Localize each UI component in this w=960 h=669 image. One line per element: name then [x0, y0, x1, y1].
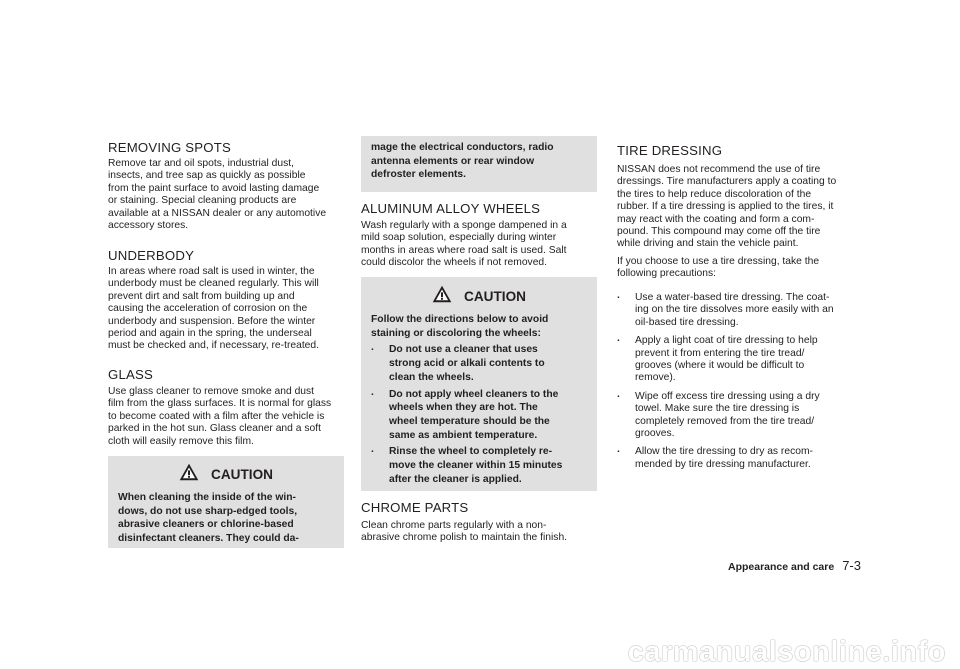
text-line: mage the electrical conductors, radio — [371, 142, 554, 153]
caution-text — [118, 491, 334, 546]
text-line: . Rinse the wheel to completely re- — [389, 446, 553, 458]
text-line: dressings. Tire manufacturers apply a coating to — [617, 176, 837, 188]
text-line: remove). — [635, 372, 676, 384]
caution-title — [108, 463, 344, 482]
caution-title-text: CAUTION — [464, 289, 526, 304]
text-line: . Do not use a cleaner that uses — [389, 344, 538, 356]
text-line: or staining. Special cleaning products are — [108, 195, 297, 207]
text-line: could discolor the wheels if not removed. — [361, 257, 548, 269]
text-line: oil-based tire dressing. — [635, 316, 739, 328]
text-line: If you choose to use a tire dressing, take the — [617, 256, 820, 267]
list-item — [371, 445, 587, 486]
text-line: antenna elements or rear window — [371, 155, 535, 167]
text-line: Use glass cleaner to remove smoke and dust — [108, 386, 315, 397]
text-line: period and again in the spring, the underseal — [108, 328, 312, 340]
text-line: clean the wheels. — [389, 371, 474, 383]
text-line: staining or discoloring the wheels: — [371, 327, 541, 339]
list-item — [617, 292, 853, 329]
page-number: 7-3 — [842, 558, 861, 573]
glass-heading: GLASS — [108, 367, 153, 382]
text-line: available at a NISSAN dealer or any automotive — [108, 207, 327, 219]
text-line: grooves. — [635, 428, 675, 440]
text-line: after the cleaner is applied. — [389, 473, 522, 485]
text-line: the tires to help reduce discoloration of the — [617, 188, 812, 200]
list-item — [371, 388, 587, 443]
text-line: When cleaning the inside of the win- — [118, 492, 296, 503]
text-line: abrasive cleaners or chlorine-based — [118, 519, 294, 531]
alloy-wheels-text — [361, 220, 597, 270]
text-line: . Apply a light coat of tire dressing to help — [635, 335, 818, 347]
underbody-text — [108, 266, 344, 353]
caution-bullet-list — [371, 343, 587, 486]
text-line: causing the acceleration of corrosion on the — [108, 303, 308, 315]
text-line: to become coated with a film after the vehicle is — [108, 410, 325, 422]
page-footer — [728, 558, 861, 573]
list-item — [371, 343, 587, 384]
text-line: pound. This compound may come off the tire — [617, 226, 821, 238]
text-line: mild soap solution, especially during winter — [361, 232, 557, 244]
tire-dressing-text — [617, 164, 853, 251]
text-line: Clean chrome parts regularly with a non- — [361, 520, 547, 531]
text-line: prevent it from entering the tire tread/ — [635, 347, 805, 359]
caution-box-wheels — [361, 277, 597, 491]
caution-box-continued — [361, 136, 597, 192]
text-line: same as ambient temperature. — [389, 429, 538, 441]
caution-continued-text — [371, 141, 587, 182]
list-item — [617, 391, 853, 441]
text-line: cloth will easily remove this film. — [108, 435, 254, 447]
list-item — [617, 446, 853, 471]
text-line: ing on the tire dissolves more easily with an — [635, 304, 834, 316]
text-line: must be checked and, if necessary, re-treated. — [108, 340, 320, 352]
watermark: carmanualsonline.info — [627, 636, 946, 668]
text-line: In areas where road salt is used in winter, the — [108, 266, 315, 277]
text-line: underbody must be cleaned regularly. This will — [108, 278, 319, 290]
caution-title-text: CAUTION — [211, 467, 273, 482]
warning-triangle-icon — [179, 463, 199, 481]
chrome-parts-heading: CHROME PARTS — [361, 500, 469, 515]
text-line: . Use a water-based tire dressing. The coat- — [635, 292, 830, 303]
text-line: Remove tar and oil spots, industrial dust, — [108, 158, 295, 169]
text-line: strong acid or alkali contents to — [389, 358, 545, 370]
text-line: may react with the coating and form a com- — [617, 213, 815, 225]
caution-box-glass — [108, 456, 344, 548]
text-line: prevent dirt and salt from building up and — [108, 290, 295, 302]
chrome-parts-text — [361, 520, 597, 545]
text-line: NISSAN does not recommend the use of tire — [617, 164, 821, 175]
caution-text — [371, 313, 587, 486]
glass-text — [108, 386, 344, 448]
text-line: abrasive chrome polish to maintain the finish. — [361, 532, 568, 544]
text-line: while driving and stain the vehicle paint. — [617, 238, 799, 250]
text-line: Wash regularly with a sponge dampened in a — [361, 220, 567, 231]
text-line: underbody and suspension. Before the winter — [108, 315, 316, 327]
caution-title — [361, 285, 597, 304]
removing-spots-text — [108, 158, 344, 232]
text-line: wheel temperature should be the — [389, 415, 550, 427]
tire-dressing-text-2 — [617, 256, 853, 281]
text-line: . Wipe off excess tire dressing using a dry — [635, 390, 820, 402]
removing-spots-heading: REMOVING SPOTS — [108, 140, 231, 155]
text-line: rubber. If a tire dressing is applied to the tires, it — [617, 201, 834, 213]
text-line: move the cleaner within 15 minutes — [389, 460, 563, 472]
text-line: grooves (where it would be difficult to — [635, 360, 805, 372]
text-line: towel. Make sure the tire dressing is — [635, 403, 800, 415]
text-line: film from the glass surfaces. It is normal for glass — [108, 398, 332, 410]
text-line: disinfectant cleaners. They could da- — [118, 533, 299, 545]
text-line: accessory stores. — [108, 220, 189, 232]
text-line: following precautions: — [617, 268, 717, 280]
text-line: completely removed from the tire tread/ — [635, 415, 815, 427]
text-line: months in areas where road salt is used. Salt — [361, 244, 567, 256]
text-line: mended by tire dressing manufacturer. — [635, 458, 811, 470]
text-line: parked in the hot sun. Glass cleaner and a soft — [108, 423, 321, 435]
list-item — [617, 335, 853, 385]
underbody-heading: UNDERBODY — [108, 248, 195, 263]
text-line: dows, do not use sharp-edged tools, — [118, 505, 298, 517]
text-line: insects, and tree sap as quickly as possible — [108, 170, 306, 182]
alloy-wheels-heading: ALUMINUM ALLOY WHEELS — [361, 201, 541, 216]
text-line: . Do not apply wheel cleaners to the — [389, 388, 559, 400]
section-title: Appearance and care — [727, 561, 835, 573]
text-line: defroster elements. — [371, 169, 466, 181]
text-line: . Allow the tire dressing to dry as recom- — [635, 446, 813, 458]
text-line: wheels when they are hot. The — [389, 402, 538, 414]
warning-triangle-icon — [432, 285, 452, 303]
text-line: Follow the directions below to avoid — [371, 314, 549, 325]
text-line: from the paint surface to avoid lasting damage — [108, 182, 320, 194]
tire-dressing-heading: TIRE DRESSING — [617, 143, 723, 158]
precautions-list — [617, 292, 853, 471]
